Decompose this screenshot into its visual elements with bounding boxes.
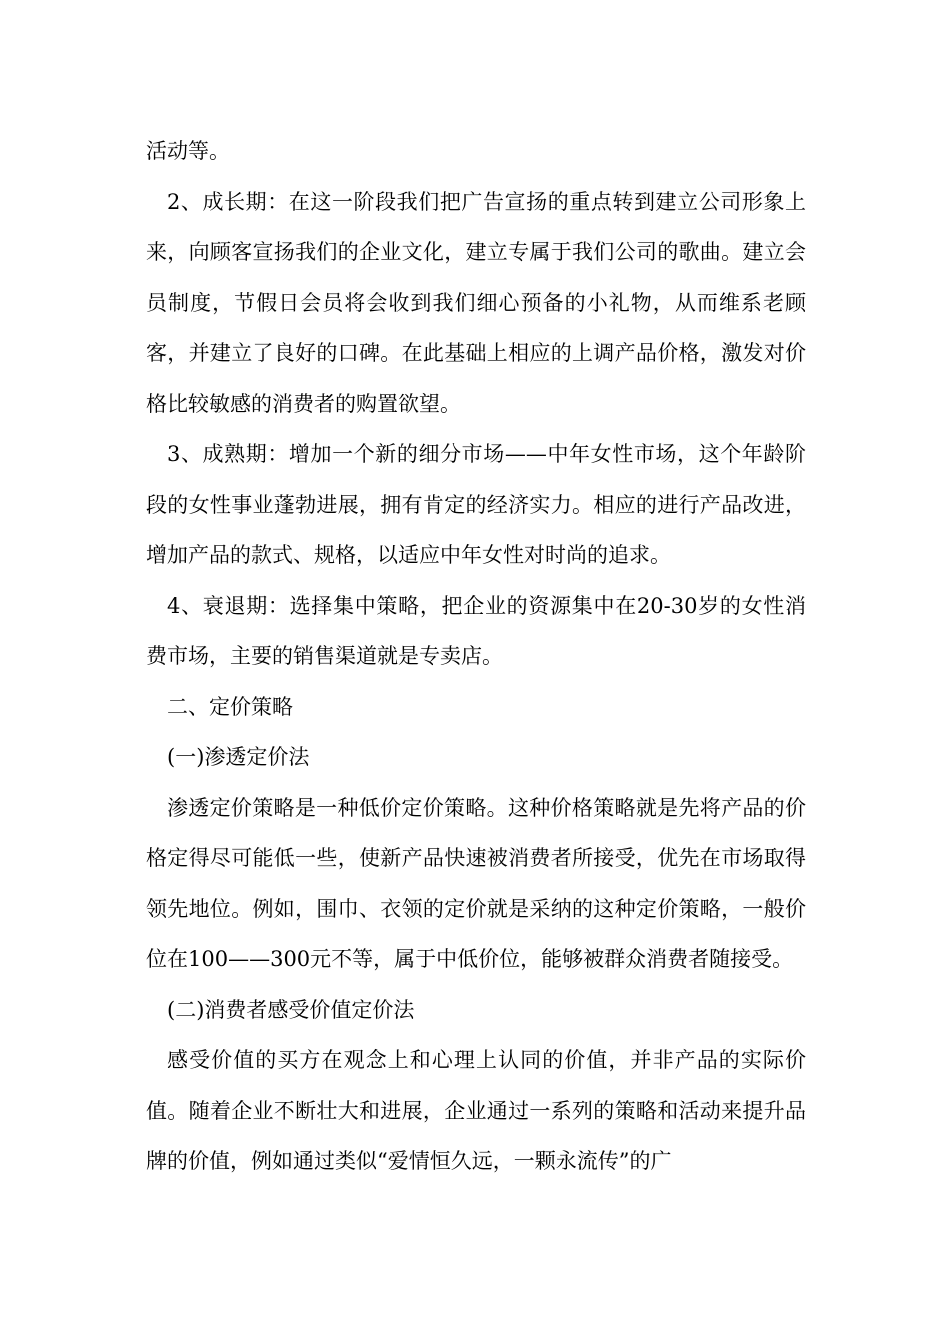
paragraph-continuation: 活动等。 <box>146 139 230 163</box>
paragraph-decline-stage: 4、衰退期：选择集中策略，把企业的资源集中在20-30岁的女性消费市场，主要的销售渠道就是专卖店。 <box>146 593 806 668</box>
paragraph-penetration-pricing: 渗透定价策略是一种低价定价策略。这种价格策略就是先将产品的价格定得尽可能低一些，使新产品快速被消费者所接受，优先在市场取得领先地位。例如，围巾、衣领的定价就是采纳的这种定价策略，一般价位在100——300元不等，属于中低价位，能够被群众消费者随接受。 <box>146 795 806 971</box>
section-heading-pricing-strategy: 二、定价策略 <box>167 694 293 719</box>
subheading-perceived-value-pricing: (二)消费者感受价值定价法 <box>167 997 415 1022</box>
document-body <box>146 126 806 1187</box>
paragraph-growth-stage: 2、成长期：在这一阶段我们把广告宣扬的重点转到建立公司形象上来，向顾客宣扬我们的企业文化，建立专属于我们公司的歌曲。建立会员制度，节假日会员将会收到我们细心预备的小礼物，从而维系老顾客，并建立了良好的口碑。在此基础上相应的上调产品价格，激发对价格比较敏感的消费者的购置欲望。 <box>146 189 806 416</box>
paragraph-perceived-value: 感受价值的买方在观念上和心理上认同的价值，并非产品的实际价值。随着企业不断壮大和进展，企业通过一系列的策略和活动来提升品牌的价值，例如通过类似“爱情恒久远，一颗永流传”的广 <box>146 1048 806 1173</box>
subheading-penetration-pricing: (一)渗透定价法 <box>167 745 310 769</box>
paragraph-maturity-stage: 3、成熟期：增加一个新的细分市场——中年女性市场，这个年龄阶段的女性事业蓬勃进展，拥有肯定的经济实力。相应的进行产品改进，增加产品的款式、规格，以适应中年女性对时尚的追求。 <box>146 442 806 567</box>
